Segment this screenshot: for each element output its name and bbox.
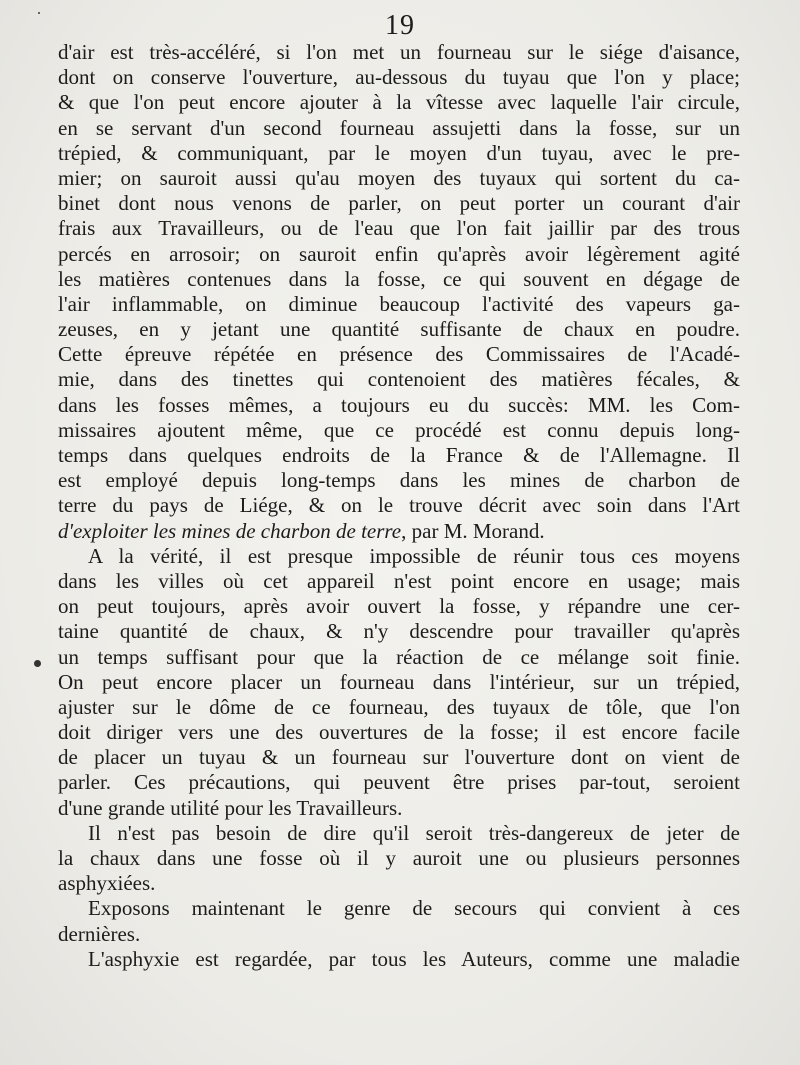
text-line: l'air inflammable, on diminue beaucoup l'activité des vapeurs ga- xyxy=(58,291,740,316)
text-line: ajuster sur le dôme de ce fourneau, des tuyaux de tôle, que l'on xyxy=(58,694,740,719)
line-text: , par M. Morand. xyxy=(401,518,545,543)
text-line: taine quantité de chaux, & n'y descendre pour travailler qu'après xyxy=(58,619,740,644)
italic-title: d'exploiter les mines de charbon de terre xyxy=(58,518,402,543)
text-line: d'air est très-accéléré, si l'on met un fourneau sur le siége d'aisance, xyxy=(58,40,740,64)
text-line: terre du pays de Liége, & on le trouve décrit avec soin dans l'Art xyxy=(58,493,740,518)
text-line: en se servant d'un second fourneau assujetti dans la fosse, sur un xyxy=(58,115,740,140)
text-line: d'une grande utilité pour les Travailleurs. xyxy=(58,795,403,820)
text-line: parler. Ces précautions, qui peuvent être prises par-tout, seroient xyxy=(58,770,740,795)
text-line: L'asphyxie est regardée, par tous les Auteurs, comme une maladie xyxy=(88,946,740,971)
text-line: doit diriger vers une des ouvertures de la fosse; il est encore facile xyxy=(58,720,740,745)
page-number: 19 xyxy=(385,10,415,41)
text-line xyxy=(58,519,740,544)
text-line: A la vérité, il est presque impossible de réunir tous ces moyens xyxy=(88,543,740,568)
text-line: temps dans quelques endroits de la France & de l'Allemagne. Il xyxy=(58,443,740,467)
text-line: On peut encore placer un fourneau dans l'intérieur, sur un trépied, xyxy=(58,669,740,694)
text-line: asphyxiées. xyxy=(58,871,156,896)
text-line: les matières contenues dans la fosse, ce qui souvent en dégage de xyxy=(58,266,740,291)
text-line: Exposons maintenant le genre de secours qui convient à ces xyxy=(88,896,740,921)
text-line: percés en arrosoir; on sauroit enfin qu'après avoir légèrement agité xyxy=(58,241,740,266)
text-line: mier; on sauroit aussi qu'au moyen des tuyaux qui sortent du ca- xyxy=(58,165,740,190)
text-line: dans les villes où cet appareil n'est point encore en usage; mais xyxy=(58,568,740,593)
text-line: mie, dans des tinettes qui contenoient des matières fécales, & xyxy=(58,367,740,392)
text-line: un temps suffisant pour que la réaction de ce mélange soit finie. xyxy=(58,644,740,669)
text-line: frais aux Travailleurs, ou de l'eau que l'on fait jaillir par des trous xyxy=(58,216,740,241)
text-line: dernières. xyxy=(58,921,141,946)
text-line: & que l'on peut encore ajouter à la vîtesse avec laquelle l'air circule, xyxy=(58,90,740,115)
text-line: missaires ajoutent même, que ce procédé est connu depuis long- xyxy=(58,417,740,442)
text-line: dans les fosses mêmes, a toujours eu du succès: MM. les Com- xyxy=(58,392,740,417)
text-line: la chaux dans une fosse où il y auroit une ou plusieurs personnes xyxy=(58,846,740,870)
text-line: dont on conserve l'ouverture, au-dessous du tuyau que l'on y place; xyxy=(58,65,740,90)
body-text xyxy=(58,40,740,972)
text-line: on peut toujours, après avoir ouvert la fosse, y répandre une cer- xyxy=(58,594,740,619)
text-line: Il n'est pas besoin de dire qu'il seroit très-dangereux de jeter de xyxy=(88,820,740,845)
text-line: est employé depuis long-temps dans les mines de charbon de xyxy=(58,468,740,493)
margin-mark xyxy=(34,660,41,667)
text-line: trépied, & communiquant, par le moyen d'un tuyau, avec le pre- xyxy=(58,140,740,165)
text-line: binet dont nous venons de parler, on peut porter un courant d'air xyxy=(58,191,740,216)
text-line: zeuses, en y jetant une quantité suffisante de chaux en poudre. xyxy=(58,317,740,342)
text-line: de placer un tuyau & un fourneau sur l'ouverture dont on vient de xyxy=(58,745,740,770)
text-line: Cette épreuve répétée en présence des Commissaires de l'Acadé- xyxy=(58,342,740,367)
